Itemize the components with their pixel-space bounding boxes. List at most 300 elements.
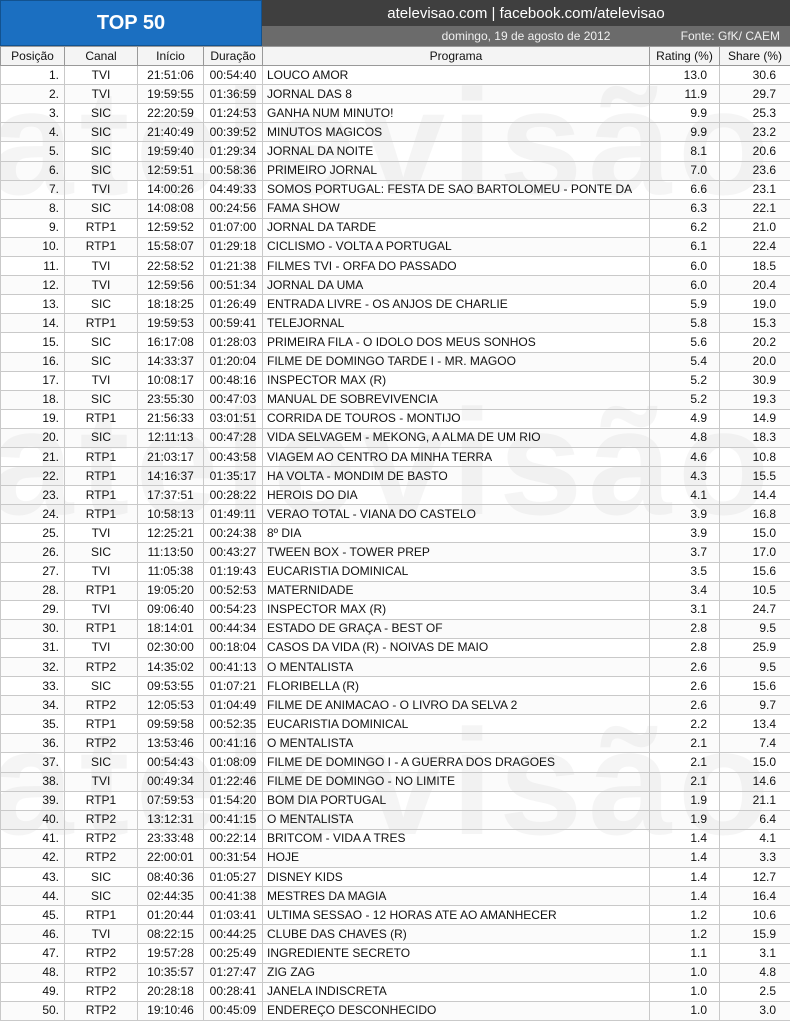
cell-rating: 6.1 [650, 237, 720, 256]
table-row [1, 753, 790, 772]
cell-programa: PRIMEIRA FILA - O IDOLO DOS MEUS SONHOS [263, 333, 650, 352]
cell-canal: SIC [65, 142, 138, 161]
cell-posicao: 49. [1, 982, 65, 1001]
cell-duracao: 00:18:04 [204, 638, 263, 657]
cell-share: 9.7 [720, 696, 790, 715]
cell-inicio: 13:12:31 [138, 810, 204, 829]
table-row [1, 295, 790, 314]
cell-posicao: 6. [1, 161, 65, 180]
cell-inicio: 02:30:00 [138, 638, 204, 657]
cell-programa: ULTIMA SESSAO - 12 HORAS ATE AO AMANHECER [263, 906, 650, 925]
cell-duracao: 01:03:41 [204, 906, 263, 925]
cell-canal: RTP2 [65, 848, 138, 867]
cell-programa: BRITCOM - VIDA A TRES [263, 829, 650, 848]
cell-programa: FILME DE DOMINGO I - A GUERRA DOS DRAGOES [263, 753, 650, 772]
cell-rating: 2.8 [650, 638, 720, 657]
table-row [1, 982, 790, 1001]
table-row [1, 543, 790, 562]
cell-rating: 1.0 [650, 963, 720, 982]
cell-share: 15.6 [720, 677, 790, 696]
cell-inicio: 08:22:15 [138, 925, 204, 944]
cell-share: 17.0 [720, 543, 790, 562]
table-row [1, 352, 790, 371]
cell-inicio: 19:57:28 [138, 944, 204, 963]
cell-posicao: 30. [1, 619, 65, 638]
col-header-share: Share (%) [720, 47, 790, 66]
table-row [1, 409, 790, 428]
cell-share: 21.1 [720, 791, 790, 810]
cell-canal: SIC [65, 104, 138, 123]
cell-programa: DISNEY KIDS [263, 868, 650, 887]
cell-share: 2.5 [720, 982, 790, 1001]
table-row [1, 180, 790, 199]
cell-share: 6.4 [720, 810, 790, 829]
cell-share: 15.3 [720, 314, 790, 333]
table-row [1, 85, 790, 104]
cell-programa: JORNAL DA NOITE [263, 142, 650, 161]
cell-programa: INSPECTOR MAX (R) [263, 600, 650, 619]
cell-share: 29.7 [720, 85, 790, 104]
cell-canal: RTP2 [65, 1001, 138, 1020]
cell-programa: TWEEN BOX - TOWER PREP [263, 543, 650, 562]
cell-rating: 4.3 [650, 467, 720, 486]
cell-canal: RTP1 [65, 715, 138, 734]
cell-rating: 8.1 [650, 142, 720, 161]
cell-inicio: 18:18:25 [138, 295, 204, 314]
cell-posicao: 25. [1, 524, 65, 543]
cell-duracao: 00:45:09 [204, 1001, 263, 1020]
table-row [1, 276, 790, 295]
cell-duracao: 01:27:47 [204, 963, 263, 982]
cell-rating: 1.4 [650, 887, 720, 906]
cell-rating: 5.8 [650, 314, 720, 333]
cell-posicao: 5. [1, 142, 65, 161]
cell-programa: ENTRADA LIVRE - OS ANJOS DE CHARLIE [263, 295, 650, 314]
cell-rating: 1.4 [650, 848, 720, 867]
cell-duracao: 01:24:53 [204, 104, 263, 123]
cell-share: 25.3 [720, 104, 790, 123]
cell-rating: 3.1 [650, 600, 720, 619]
cell-posicao: 36. [1, 734, 65, 753]
cell-posicao: 47. [1, 944, 65, 963]
cell-rating: 5.2 [650, 371, 720, 390]
col-header-posicao: Posição [1, 47, 65, 66]
cell-rating: 2.1 [650, 772, 720, 791]
cell-posicao: 13. [1, 295, 65, 314]
cell-posicao: 15. [1, 333, 65, 352]
cell-share: 10.5 [720, 581, 790, 600]
cell-canal: TVI [65, 85, 138, 104]
cell-rating: 1.1 [650, 944, 720, 963]
cell-duracao: 01:22:46 [204, 772, 263, 791]
table-row [1, 524, 790, 543]
cell-posicao: 33. [1, 677, 65, 696]
cell-duracao: 00:43:58 [204, 447, 263, 466]
cell-duracao: 00:51:34 [204, 276, 263, 295]
cell-programa: MINUTOS MAGICOS [263, 123, 650, 142]
cell-canal: RTP2 [65, 734, 138, 753]
cell-inicio: 15:58:07 [138, 237, 204, 256]
cell-rating: 2.6 [650, 696, 720, 715]
cell-inicio: 20:28:18 [138, 982, 204, 1001]
table-row [1, 772, 790, 791]
cell-rating: 6.2 [650, 218, 720, 237]
cell-duracao: 00:41:13 [204, 658, 263, 677]
table-row [1, 677, 790, 696]
cell-posicao: 11. [1, 257, 65, 276]
cell-rating: 9.9 [650, 104, 720, 123]
table-row [1, 791, 790, 810]
cell-posicao: 48. [1, 963, 65, 982]
cell-share: 15.5 [720, 467, 790, 486]
cell-rating: 13.0 [650, 66, 720, 85]
cell-duracao: 01:36:59 [204, 85, 263, 104]
table-row [1, 123, 790, 142]
cell-posicao: 2. [1, 85, 65, 104]
table-row [1, 562, 790, 581]
cell-inicio: 14:16:37 [138, 467, 204, 486]
cell-duracao: 00:28:22 [204, 486, 263, 505]
cell-rating: 6.0 [650, 257, 720, 276]
cell-duracao: 01:04:49 [204, 696, 263, 715]
table-row [1, 161, 790, 180]
cell-duracao: 01:26:49 [204, 295, 263, 314]
cell-share: 24.7 [720, 600, 790, 619]
cell-rating: 2.1 [650, 753, 720, 772]
cell-canal: TVI [65, 925, 138, 944]
cell-inicio: 02:44:35 [138, 887, 204, 906]
table-row [1, 237, 790, 256]
cell-canal: RTP1 [65, 314, 138, 333]
cell-programa: BOM DIA PORTUGAL [263, 791, 650, 810]
cell-share: 30.6 [720, 66, 790, 85]
cell-canal: RTP1 [65, 581, 138, 600]
cell-share: 15.6 [720, 562, 790, 581]
cell-duracao: 00:31:54 [204, 848, 263, 867]
cell-rating: 5.4 [650, 352, 720, 371]
table-row [1, 810, 790, 829]
cell-canal: TVI [65, 772, 138, 791]
cell-programa: CORRIDA DE TOUROS - MONTIJO [263, 409, 650, 428]
date-bar [262, 26, 790, 46]
cell-canal: TVI [65, 66, 138, 85]
cell-inicio: 19:05:20 [138, 581, 204, 600]
cell-rating: 4.9 [650, 409, 720, 428]
cell-posicao: 41. [1, 829, 65, 848]
cell-share: 15.0 [720, 524, 790, 543]
cell-rating: 4.6 [650, 447, 720, 466]
cell-share: 14.9 [720, 409, 790, 428]
cell-inicio: 23:55:30 [138, 390, 204, 409]
cell-inicio: 00:49:34 [138, 772, 204, 791]
cell-rating: 2.6 [650, 658, 720, 677]
cell-inicio: 11:05:38 [138, 562, 204, 581]
cell-posicao: 26. [1, 543, 65, 562]
cell-posicao: 14. [1, 314, 65, 333]
cell-duracao: 00:47:03 [204, 390, 263, 409]
table-header-row [1, 47, 790, 66]
cell-duracao: 00:39:52 [204, 123, 263, 142]
cell-duracao: 01:49:11 [204, 505, 263, 524]
col-header-programa: Programa [263, 47, 650, 66]
cell-programa: JORNAL DAS 8 [263, 85, 650, 104]
cell-rating: 3.4 [650, 581, 720, 600]
cell-share: 20.2 [720, 333, 790, 352]
cell-inicio: 09:06:40 [138, 600, 204, 619]
cell-duracao: 00:43:27 [204, 543, 263, 562]
cell-share: 15.0 [720, 753, 790, 772]
cell-rating: 7.0 [650, 161, 720, 180]
cell-share: 23.6 [720, 161, 790, 180]
cell-posicao: 45. [1, 906, 65, 925]
table-row [1, 829, 790, 848]
cell-canal: RTP1 [65, 906, 138, 925]
cell-rating: 4.1 [650, 486, 720, 505]
cell-duracao: 00:54:40 [204, 66, 263, 85]
cell-inicio: 10:58:13 [138, 505, 204, 524]
cell-posicao: 16. [1, 352, 65, 371]
cell-rating: 11.9 [650, 85, 720, 104]
cell-rating: 1.9 [650, 810, 720, 829]
cell-posicao: 42. [1, 848, 65, 867]
cell-share: 23.1 [720, 180, 790, 199]
cell-posicao: 31. [1, 638, 65, 657]
cell-share: 15.9 [720, 925, 790, 944]
cell-rating: 3.7 [650, 543, 720, 562]
cell-programa: VIDA SELVAGEM - MEKONG, A ALMA DE UM RIO [263, 428, 650, 447]
cell-canal: RTP1 [65, 486, 138, 505]
cell-programa: SOMOS PORTUGAL: FESTA DE SAO BARTOLOMEU - PONTE DA [263, 180, 650, 199]
cell-share: 16.8 [720, 505, 790, 524]
table-row [1, 581, 790, 600]
cell-canal: SIC [65, 868, 138, 887]
cell-share: 4.1 [720, 829, 790, 848]
cell-canal: TVI [65, 638, 138, 657]
cell-programa: GANHA NUM MINUTO! [263, 104, 650, 123]
cell-rating: 3.9 [650, 505, 720, 524]
cell-inicio: 10:08:17 [138, 371, 204, 390]
cell-posicao: 28. [1, 581, 65, 600]
table-row [1, 390, 790, 409]
cell-inicio: 13:53:46 [138, 734, 204, 753]
table-row [1, 314, 790, 333]
cell-canal: TVI [65, 600, 138, 619]
cell-share: 3.0 [720, 1001, 790, 1020]
cell-rating: 9.9 [650, 123, 720, 142]
cell-canal: RTP1 [65, 447, 138, 466]
cell-posicao: 7. [1, 180, 65, 199]
cell-programa: MANUAL DE SOBREVIVENCIA [263, 390, 650, 409]
cell-share: 12.7 [720, 868, 790, 887]
cell-canal: SIC [65, 543, 138, 562]
cell-share: 19.0 [720, 295, 790, 314]
cell-canal: RTP1 [65, 619, 138, 638]
cell-canal: SIC [65, 199, 138, 218]
table-row [1, 505, 790, 524]
cell-posicao: 22. [1, 467, 65, 486]
cell-programa: O MENTALISTA [263, 734, 650, 753]
cell-share: 3.1 [720, 944, 790, 963]
cell-share: 19.3 [720, 390, 790, 409]
cell-duracao: 00:59:41 [204, 314, 263, 333]
cell-duracao: 01:35:17 [204, 467, 263, 486]
cell-programa: EUCARISTIA DOMINICAL [263, 715, 650, 734]
cell-duracao: 00:24:38 [204, 524, 263, 543]
cell-duracao: 00:58:36 [204, 161, 263, 180]
cell-posicao: 29. [1, 600, 65, 619]
cell-duracao: 01:19:43 [204, 562, 263, 581]
cell-canal: RTP2 [65, 963, 138, 982]
cell-posicao: 20. [1, 428, 65, 447]
cell-inicio: 12:25:21 [138, 524, 204, 543]
cell-canal: RTP1 [65, 237, 138, 256]
cell-canal: RTP2 [65, 696, 138, 715]
cell-programa: O MENTALISTA [263, 810, 650, 829]
cell-posicao: 35. [1, 715, 65, 734]
cell-share: 23.2 [720, 123, 790, 142]
cell-canal: RTP1 [65, 791, 138, 810]
cell-canal: RTP1 [65, 505, 138, 524]
table-row [1, 963, 790, 982]
cell-inicio: 10:35:57 [138, 963, 204, 982]
cell-posicao: 9. [1, 218, 65, 237]
table-row [1, 868, 790, 887]
cell-posicao: 43. [1, 868, 65, 887]
cell-inicio: 19:59:53 [138, 314, 204, 333]
cell-programa: CLUBE DAS CHAVES (R) [263, 925, 650, 944]
cell-duracao: 00:22:14 [204, 829, 263, 848]
cell-rating: 1.2 [650, 925, 720, 944]
cell-posicao: 23. [1, 486, 65, 505]
cell-rating: 3.5 [650, 562, 720, 581]
table-row [1, 428, 790, 447]
cell-programa: MATERNIDADE [263, 581, 650, 600]
cell-canal: TVI [65, 257, 138, 276]
table-row [1, 658, 790, 677]
cell-duracao: 00:47:28 [204, 428, 263, 447]
cell-rating: 2.6 [650, 677, 720, 696]
table-row [1, 619, 790, 638]
table-row [1, 925, 790, 944]
cell-programa: FILME DE DOMINGO - NO LIMITE [263, 772, 650, 791]
cell-inicio: 17:37:51 [138, 486, 204, 505]
cell-posicao: 46. [1, 925, 65, 944]
cell-programa: 8º DIA [263, 524, 650, 543]
cell-posicao: 4. [1, 123, 65, 142]
cell-rating: 6.3 [650, 199, 720, 218]
cell-duracao: 01:21:38 [204, 257, 263, 276]
table-row [1, 447, 790, 466]
cell-inicio: 12:59:56 [138, 276, 204, 295]
cell-programa: FILME DE DOMINGO TARDE I - MR. MAGOO [263, 352, 650, 371]
cell-rating: 1.4 [650, 868, 720, 887]
cell-share: 10.8 [720, 447, 790, 466]
cell-posicao: 19. [1, 409, 65, 428]
cell-rating: 3.9 [650, 524, 720, 543]
cell-posicao: 39. [1, 791, 65, 810]
cell-share: 14.6 [720, 772, 790, 791]
table-row [1, 142, 790, 161]
cell-share: 22.4 [720, 237, 790, 256]
cell-canal: SIC [65, 887, 138, 906]
cell-canal: RTP2 [65, 829, 138, 848]
cell-canal: RTP2 [65, 810, 138, 829]
cell-posicao: 8. [1, 199, 65, 218]
cell-posicao: 37. [1, 753, 65, 772]
cell-inicio: 12:05:53 [138, 696, 204, 715]
cell-rating: 1.2 [650, 906, 720, 925]
cell-posicao: 3. [1, 104, 65, 123]
cell-inicio: 21:03:17 [138, 447, 204, 466]
cell-canal: TVI [65, 276, 138, 295]
cell-inicio: 08:40:36 [138, 868, 204, 887]
cell-duracao: 00:24:56 [204, 199, 263, 218]
cell-posicao: 17. [1, 371, 65, 390]
cell-duracao: 04:49:33 [204, 180, 263, 199]
cell-posicao: 34. [1, 696, 65, 715]
cell-duracao: 00:52:35 [204, 715, 263, 734]
col-header-inicio: Início [138, 47, 204, 66]
cell-canal: RTP2 [65, 944, 138, 963]
cell-posicao: 44. [1, 887, 65, 906]
cell-inicio: 01:20:44 [138, 906, 204, 925]
table-row [1, 257, 790, 276]
cell-rating: 6.6 [650, 180, 720, 199]
cell-inicio: 16:17:08 [138, 333, 204, 352]
cell-share: 30.9 [720, 371, 790, 390]
table-row [1, 66, 790, 85]
table-row [1, 944, 790, 963]
table-row [1, 333, 790, 352]
cell-duracao: 01:54:20 [204, 791, 263, 810]
cell-programa: JORNAL DA TARDE [263, 218, 650, 237]
table-row [1, 638, 790, 657]
cell-programa: CICLISMO - VOLTA A PORTUGAL [263, 237, 650, 256]
cell-inicio: 22:20:59 [138, 104, 204, 123]
cell-share: 16.4 [720, 887, 790, 906]
cell-duracao: 00:41:16 [204, 734, 263, 753]
cell-duracao: 00:28:41 [204, 982, 263, 1001]
table-row [1, 715, 790, 734]
cell-share: 22.1 [720, 199, 790, 218]
cell-inicio: 19:10:46 [138, 1001, 204, 1020]
cell-inicio: 12:59:52 [138, 218, 204, 237]
cell-inicio: 09:59:58 [138, 715, 204, 734]
table-row [1, 104, 790, 123]
cell-canal: RTP1 [65, 467, 138, 486]
cell-rating: 4.8 [650, 428, 720, 447]
cell-share: 14.4 [720, 486, 790, 505]
cell-share: 25.9 [720, 638, 790, 657]
cell-inicio: 12:11:13 [138, 428, 204, 447]
cell-rating: 1.0 [650, 1001, 720, 1020]
table-row [1, 1001, 790, 1020]
cell-programa: ZIG ZAG [263, 963, 650, 982]
cell-inicio: 11:13:50 [138, 543, 204, 562]
cell-inicio: 14:08:08 [138, 199, 204, 218]
cell-duracao: 01:29:18 [204, 237, 263, 256]
cell-canal: SIC [65, 333, 138, 352]
cell-posicao: 10. [1, 237, 65, 256]
cell-duracao: 01:08:09 [204, 753, 263, 772]
cell-canal: SIC [65, 753, 138, 772]
cell-posicao: 21. [1, 447, 65, 466]
cell-programa: O MENTALISTA [263, 658, 650, 677]
cell-posicao: 50. [1, 1001, 65, 1020]
cell-inicio: 23:33:48 [138, 829, 204, 848]
cell-inicio: 07:59:53 [138, 791, 204, 810]
cell-posicao: 40. [1, 810, 65, 829]
